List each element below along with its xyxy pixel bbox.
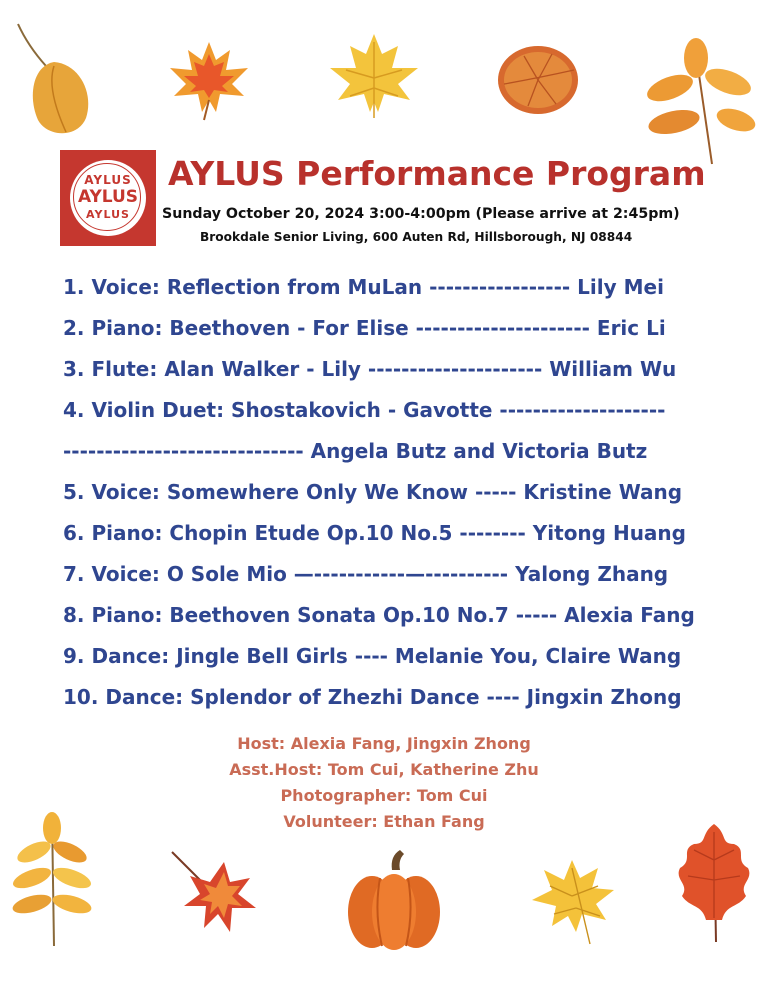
- maple-leaf-icon: [164, 40, 254, 122]
- logo-bottom-text: AYLUS: [86, 208, 130, 221]
- red-maple-leaf-icon: [168, 848, 260, 940]
- program-item: 3. Flute: Alan Walker - Lily --------------------- William Wu: [63, 357, 677, 381]
- program-item: 6. Piano: Chopin Etude Op.10 No.5 -------- Yitong Huang: [63, 521, 686, 545]
- program-item: 10. Dance: Splendor of Zhezhi Dance ---- Jingxin Zhong: [63, 685, 682, 709]
- compound-leaf-icon: [10, 810, 94, 950]
- logo-main-text: AYLUS: [77, 187, 139, 207]
- event-venue-line: Brookdale Senior Living, 600 Auten Rd, Hillsborough, NJ 08844: [200, 230, 633, 244]
- yellow-leaf-icon: [528, 856, 616, 946]
- program-item: 5. Voice: Somewhere Only We Know ----- Kristine Wang: [63, 480, 683, 504]
- program-item: 7. Voice: O Sole Mio —-----------—---------- Yalong Zhang: [63, 562, 669, 586]
- logo-top-text: AYLUS: [84, 173, 132, 187]
- asst-host-credit: Asst.Host: Tom Cui, Katherine Zhu: [229, 760, 539, 779]
- volunteer-credit: Volunteer: Ethan Fang: [283, 812, 485, 831]
- credits-block: [134, 733, 634, 837]
- orange-round-leaf-icon: [494, 40, 582, 122]
- aspen-leaf-icon: [14, 22, 94, 140]
- page-title: AYLUS Performance Program: [168, 154, 706, 193]
- aylus-logo: [60, 150, 156, 246]
- yellow-maple-leaf-icon: [326, 32, 422, 122]
- program-item: 2. Piano: Beethoven - For Elise --------------------- Eric Li: [63, 316, 666, 340]
- program-list: [63, 272, 743, 723]
- ash-leaf-icon: [632, 36, 756, 166]
- program-item: 4. Violin Duet: Shostakovich - Gavotte --------------------: [63, 398, 666, 422]
- event-date-line: Sunday October 20, 2024 3:00-4:00pm (Please arrive at 2:45pm): [162, 206, 680, 222]
- red-oak-leaf-icon: [672, 820, 756, 944]
- program-item-continuation: ----------------------------- Angela Butz and Victoria Butz: [63, 439, 648, 463]
- photographer-credit: Photographer: Tom Cui: [280, 786, 488, 805]
- program-item: 9. Dance: Jingle Bell Girls ---- Melanie You, Claire Wang: [63, 644, 682, 668]
- program-item: 1. Voice: Reflection from MuLan ----------------- Lily Mei: [63, 275, 664, 299]
- host-credit: Host: Alexia Fang, Jingxin Zhong: [237, 734, 531, 753]
- logo-seal: [70, 160, 146, 236]
- pumpkin-icon: [344, 848, 444, 952]
- program-item: 8. Piano: Beethoven Sonata Op.10 No.7 ----- Alexia Fang: [63, 603, 695, 627]
